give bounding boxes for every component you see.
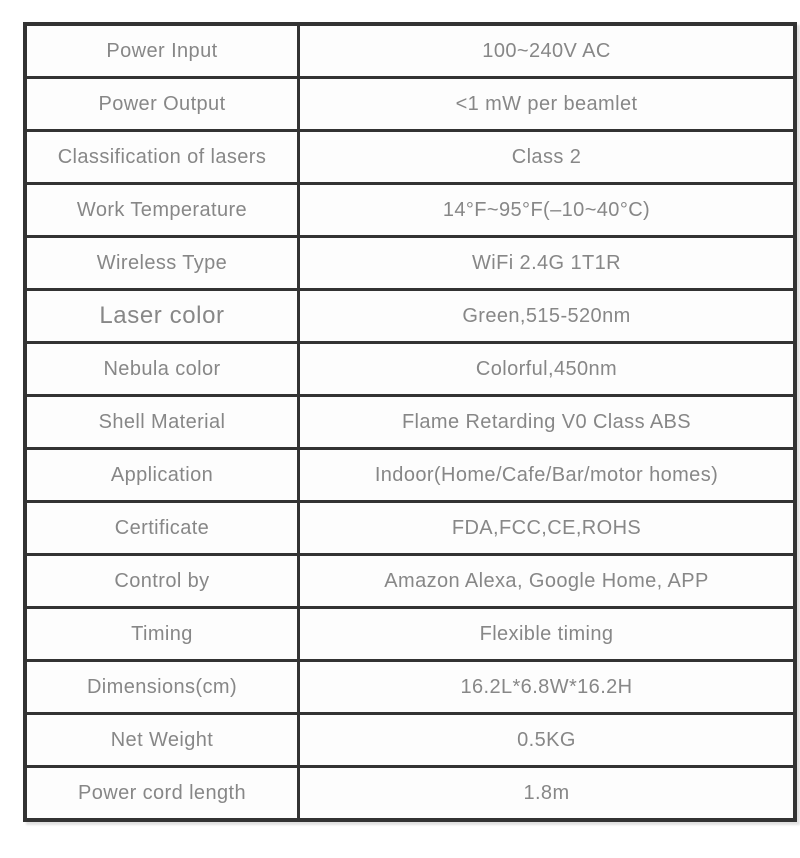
spec-value: 0.5KG — [299, 714, 796, 767]
spec-value: Flame Retarding V0 Class ABS — [299, 396, 796, 449]
table-row — [25, 449, 795, 502]
spec-label: Power Input — [25, 24, 299, 78]
spec-value: WiFi 2.4G 1T1R — [299, 237, 796, 290]
table-row — [25, 714, 795, 767]
spec-label: Timing — [25, 608, 299, 661]
spec-label: Work Temperature — [25, 184, 299, 237]
spec-table-body — [25, 24, 795, 820]
spec-value: Indoor(Home/Cafe/Bar/motor homes) — [299, 449, 796, 502]
spec-value: <1 mW per beamlet — [299, 78, 796, 131]
spec-label: Net Weight — [25, 714, 299, 767]
table-row — [25, 131, 795, 184]
table-row — [25, 767, 795, 821]
table-row — [25, 661, 795, 714]
table-row — [25, 502, 795, 555]
spec-label: Nebula color — [25, 343, 299, 396]
spec-value: Colorful,450nm — [299, 343, 796, 396]
spec-label: Laser color — [25, 290, 299, 343]
table-row — [25, 555, 795, 608]
spec-label: Application — [25, 449, 299, 502]
spec-value: Flexible timing — [299, 608, 796, 661]
spec-value: 14°F~95°F(–10~40°C) — [299, 184, 796, 237]
spec-label: Wireless Type — [25, 237, 299, 290]
spec-value: 1.8m — [299, 767, 796, 821]
spec-value: 100~240V AC — [299, 24, 796, 78]
table-row — [25, 290, 795, 343]
spec-value: Green,515-520nm — [299, 290, 796, 343]
spec-value: 16.2L*6.8W*16.2H — [299, 661, 796, 714]
spec-value: Class 2 — [299, 131, 796, 184]
spec-label: Control by — [25, 555, 299, 608]
table-row — [25, 396, 795, 449]
table-row — [25, 78, 795, 131]
spec-label: Power Output — [25, 78, 299, 131]
table-row — [25, 237, 795, 290]
table-row — [25, 343, 795, 396]
spec-label: Classification of lasers — [25, 131, 299, 184]
spec-label: Dimensions(cm) — [25, 661, 299, 714]
table-row — [25, 24, 795, 78]
spec-label: Power cord length — [25, 767, 299, 821]
spec-value: Amazon Alexa, Google Home, APP — [299, 555, 796, 608]
spec-label: Shell Material — [25, 396, 299, 449]
spec-value: FDA,FCC,CE,ROHS — [299, 502, 796, 555]
table-row — [25, 184, 795, 237]
spec-table — [23, 22, 797, 822]
table-row — [25, 608, 795, 661]
spec-label: Certificate — [25, 502, 299, 555]
